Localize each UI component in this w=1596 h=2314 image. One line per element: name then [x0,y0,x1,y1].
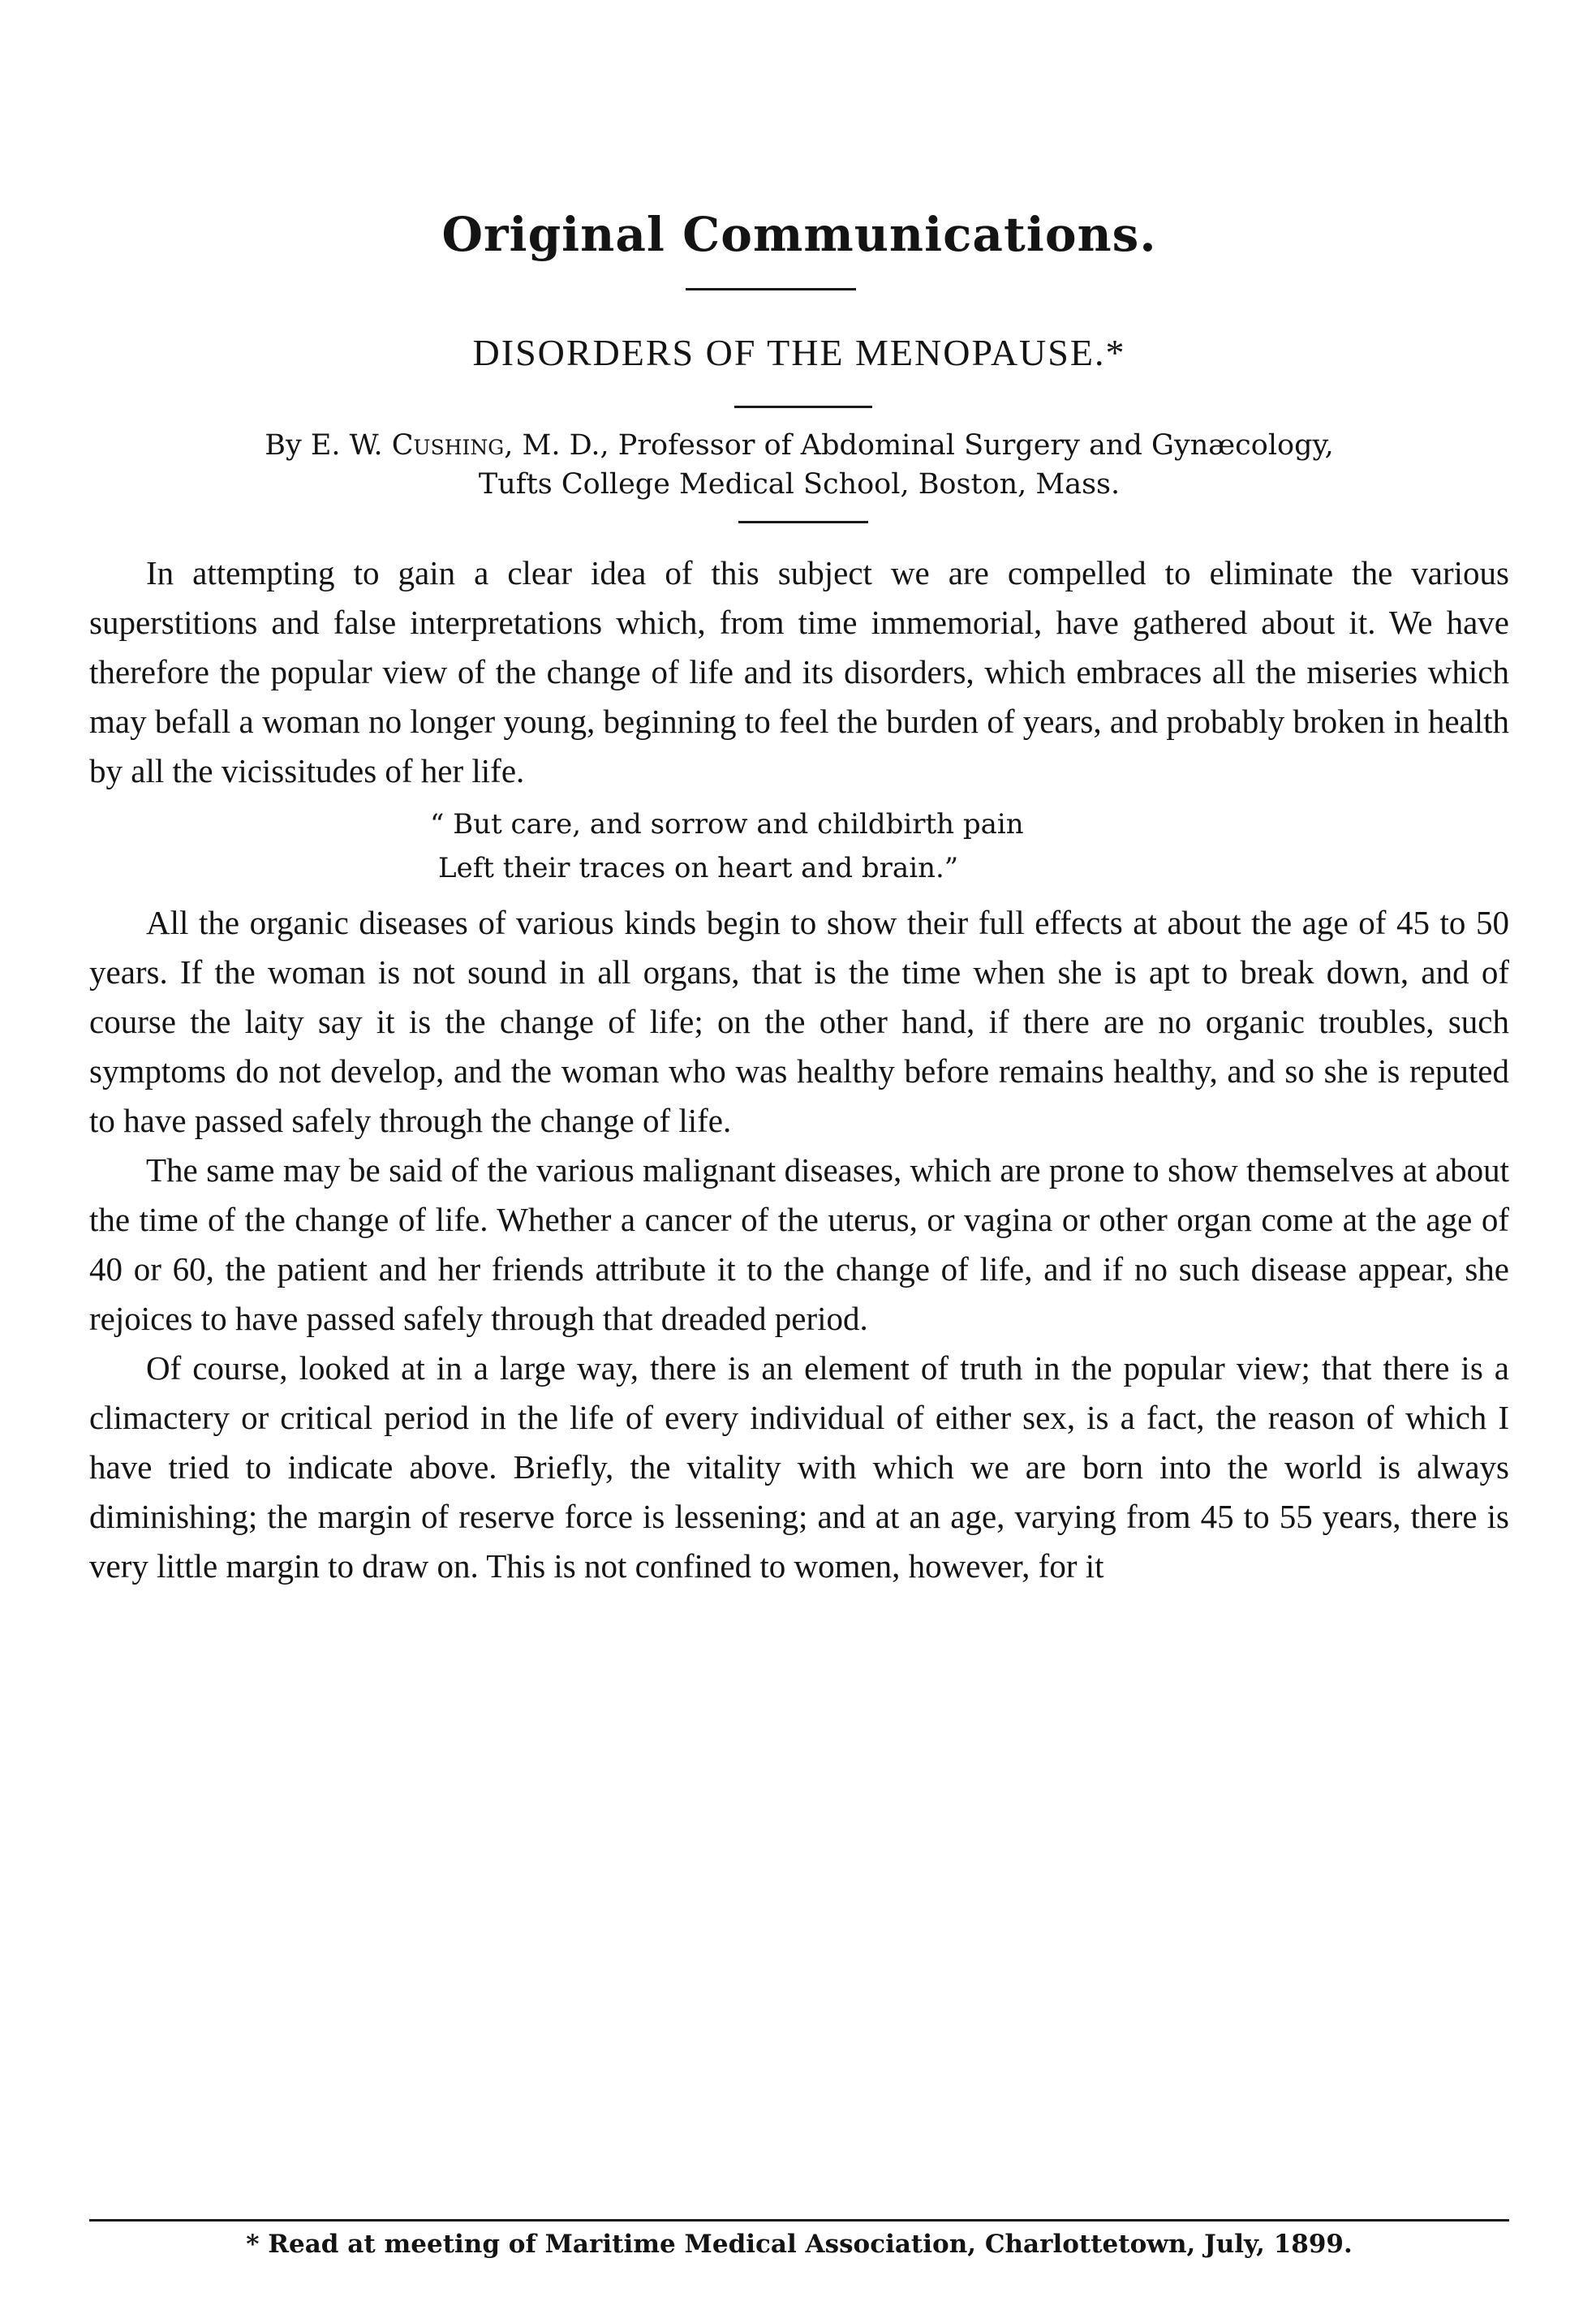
byline-line-1 [89,426,1509,465]
footnote-divider-rule [89,2219,1509,2222]
title-divider-rule [686,288,856,290]
author-credentials: , M. D., Professor of Abdominal Surgery and Gynæcology, [504,429,1334,462]
paragraph: The same may be said of the various malignant diseases, which are prone to show themselves at about the time of the change of life. Whether a cancer of the uterus, or vagina or other organ come at the age of 40 or 60, the patient and her friends attribute it to the change of life, and if no such disease appear, she rejoices to have passed safely through that dreaded period. [89,1151,1509,1337]
verse-line: “ But care, and sorrow and childbirth pain [430,808,1024,841]
byline [89,426,1509,504]
verse-quotation [89,802,1509,890]
byline-divider-rule [734,406,872,408]
paragraph: In attempting to gain a clear idea of this subject we are compelled to eliminate the various superstitions and false interpretations which, from time immemorial, have gathered about it. We have therefore the popular view of the change of life and its disorders, which embraces all the miseries which may befall a woman no longer young, beginning to feel the burden of years, and probably broken in health by all the vicissitudes of her life. [89,554,1509,789]
body-divider-rule [738,521,868,523]
section-title: Original Communications. [441,207,1157,262]
footnote: * Read at meeting of Maritime Medical Association, Charlottetown, July, 1899. [246,2230,1353,2259]
author-name: Cushing [391,429,505,462]
article-body [89,548,1509,1591]
journal-page [89,0,1509,2314]
paragraph: All the organic diseases of various kinds begin to show their full effects at about the age of 45 to 50 years. If the woman is not sound in all organs, that is the time when she is apt to break down, and of course the laity say it is the change of life; on the other hand, if there are no organic troubles, such symptoms do not develop, and the woman who was healthy before remains healthy, and so she is reputed to have passed safely through the change of life. [89,904,1509,1139]
byline-line-2: Tufts College Medical School, Boston, Mass. [478,468,1121,501]
verse-line: Left their traces on heart and brain.” [438,852,959,884]
article-title: DISORDERS OF THE MENOPAUSE.* [472,332,1126,373]
paragraph: Of course, looked at in a large way, there is an element of truth in the popular view; that there is a climactery or critical period in the life of every individual of either sex, is a fact, the reason of which I have tried to indicate above. Briefly, the vitality with which we are born into the world is always diminishing; the margin of reserve force is lessening; and at an age, varying from 45 to 55 years, there is very little margin to draw on. This is not confined to women, however, for it [89,1349,1509,1585]
byline-prefix: By E. W. [265,429,392,462]
